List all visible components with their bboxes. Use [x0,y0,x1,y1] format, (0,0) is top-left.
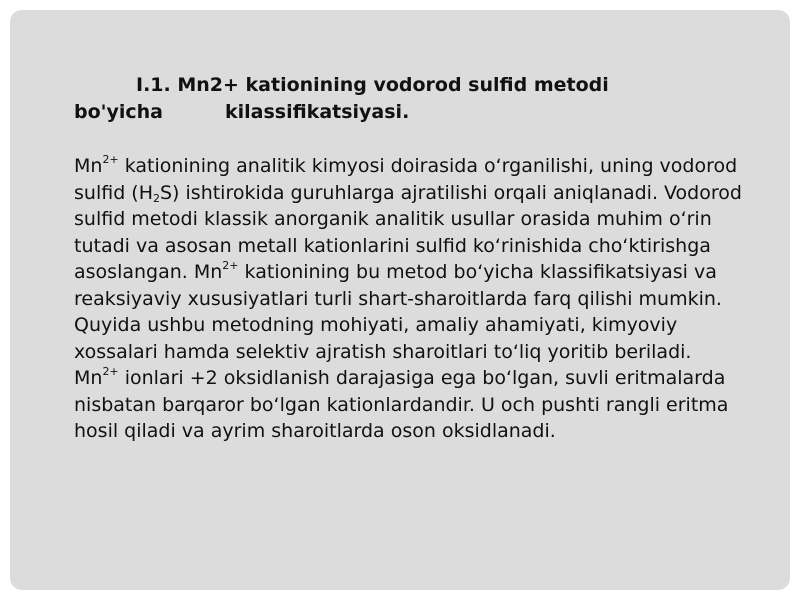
text-span: S) ishtirokida guruhlarga ajratilishi orqali aniqlanadi. Vodorod sulfid metodi klassik anorganik analitik usullar orasida muhim o‘rin tutadi va asosan metall kationlarini sulfid ko‘rinishida cho‘ktirishga asoslangan. Mn [74,181,742,283]
superscript: 2+ [102,152,119,166]
text-span: kationining bu metod bo‘yicha klassifikatsiyasi va reaksiyaviy xususiyatlari turli shart-sharoitlarda farq qilishi mumkin. Quyida ushbu metodning mohiyati, amaliy ahamiyati, kimyoviy xossalari hamda selektiv ajratish sharoitlari to‘liq yoritib beriladi. [74,261,722,363]
heading-line-1: I.1. Mn2+ kationining vodorod sulfid metodi [136,74,609,96]
slide-background [10,10,790,590]
slide-content [74,72,754,445]
paragraph-1 [74,153,754,365]
section-heading [74,72,754,126]
heading-line-2 [74,99,754,126]
paragraph-2 [74,365,754,445]
heading-line-2-start: bo'yicha [74,101,163,123]
subscript: 2 [153,191,160,205]
heading-line-2-end: kilassifikatsiyasi. [224,101,410,123]
body-text [74,153,754,445]
text-span: Mn [74,367,103,389]
text-span: Mn [74,155,103,177]
text-span: ionlari +2 oksidlanish darajasiga ega bo‘lgan, suvli eritmalarda nisbatan barqaror bo‘lgan kationlardandir. U och pushti rangli eritma hosil qiladi va ayrim sharoitlarda oson oksidlanadi. [74,367,729,442]
superscript: 2+ [222,258,239,272]
text-span: kationining analitik kimyosi doirasida o‘rganilishi, uning vodorod sulfid (H [74,155,738,204]
superscript: 2+ [102,364,119,378]
